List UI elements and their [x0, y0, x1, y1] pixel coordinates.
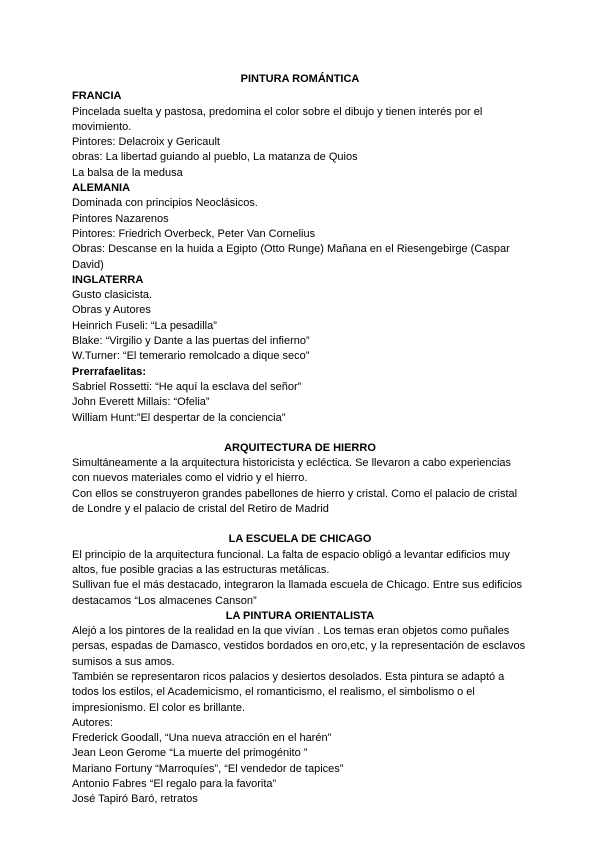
heading-francia: FRANCIA: [72, 90, 122, 103]
text-alemania-4: Obras: Descanse en la huida a Egipto (Otto Runge) Mañana en el Riesengebirge (Caspar David): [72, 243, 510, 271]
text-alemania-1: Dominada con principios Neoclásicos.: [72, 197, 258, 210]
text-inglaterra-1: Gusto clasicista.: [72, 289, 153, 302]
text-francia-pintores: Pintores: Delacroix y Gericault: [72, 136, 220, 149]
section-title-pintura-romantica: PINTURA ROMÁNTICA: [240, 73, 360, 85]
text-alemania-2: Pintores Nazarenos: [72, 212, 169, 225]
paragraph-hierro-1: Simultáneamente a la arquitectura historicista y ecléctica. Se llevaron a cabo experiencias con nuevos materiales como el vidrio y el hierro.: [72, 457, 512, 485]
heading-alemania: ALEMANIA: [72, 182, 131, 195]
text-inglaterra-5: W.Turner: “El temerario remolcado a dique seco”: [72, 350, 310, 363]
text-alemania-3: Pintores: Friedrich Overbeck, Peter Van Cornelius: [72, 227, 316, 240]
text-inglaterra-3: Heinrich Fuseli: “La pesadilla”: [72, 319, 217, 332]
paragraph-francia: Pincelada suelta y pastosa, predomina el color sobre el dibujo y tienen interés por el movimiento.: [72, 105, 483, 133]
section-title-arquitectura-hierro: ARQUITECTURA DE HIERRO: [224, 441, 376, 454]
section-title-escuela-chicago: LA ESCUELA DE CHICAGO: [228, 533, 372, 546]
text-autor-4: Antonio Fabres “El regalo para la favorita”: [72, 778, 277, 791]
text-autores-label: Autores:: [72, 716, 113, 729]
text-autor-1: Frederick Goodall, “Una nueva atracción en el harén”: [72, 732, 332, 745]
paragraph-chicago-2: Sullivan fue el más destacado, integraron la llamada escuela de Chicago. Entre sus edificios destacamos “Los almacenes Canson”: [72, 579, 523, 607]
text-prerrafaelitas-1: Sabriel Rossetti: “He aquí la esclava del señor”: [72, 380, 302, 393]
paragraph-orientalista-1: Alejó a los pintores de la realidad en la que vivían . Los temas eran objetos como puñales persas, espadas de Damasco, vestidos bordados en oro,etc, y la representación de esclavos sumisos a sus amos.: [72, 625, 526, 668]
text-francia-balsa: La balsa de la medusa: [72, 166, 183, 179]
heading-prerrafaelitas: Prerrafaelitas:: [72, 365, 146, 378]
text-prerrafaelitas-3: William Hunt:”El despertar de la conciencia”: [72, 411, 286, 424]
text-inglaterra-4: Blake: “Virgilio y Dante a las puertas del infierno”: [72, 335, 310, 348]
text-francia-obras: obras: La libertad guiando al pueblo, La matanza de Quios: [72, 151, 358, 164]
text-inglaterra-2: Obras y Autores: [72, 304, 151, 317]
paragraph-chicago-1: El principio de la arquitectura funcional. La falta de espacio obligó a levantar edificios muy altos, fue posible gracias a las estructuras metálicas.: [72, 548, 510, 576]
section-title-pintura-orientalista: LA PINTURA ORIENTALISTA: [225, 609, 375, 622]
paragraph-hierro-2: Con ellos se construyeron grandes pabellones de hierro y cristal. Como el palacio de cristal de Londre y el palacio de cristal del Retiro de Madrid: [72, 487, 518, 516]
text-autor-5: José Tapiró Baró, retratos: [72, 793, 198, 806]
heading-inglaterra: INGLATERRA: [72, 273, 144, 286]
text-prerrafaelitas-2: John Everett Millais: “Ofelia”: [72, 396, 210, 409]
text-autor-3: Mariano Fortuny “Marroquíes”, “El vendedor de tapices”: [72, 762, 344, 775]
document-page: [72, 72, 528, 808]
text-autor-2: Jean Leon Gerome “La muerte del primogénito ”: [72, 747, 308, 760]
paragraph-orientalista-2: También se representaron ricos palacios y desiertos desolados. Esta pintura se adaptó a todos los estilos, el Academicismo, el romanticismo, el realismo, el simbolismo o el impresionismo. El color es brillante.: [72, 670, 505, 714]
